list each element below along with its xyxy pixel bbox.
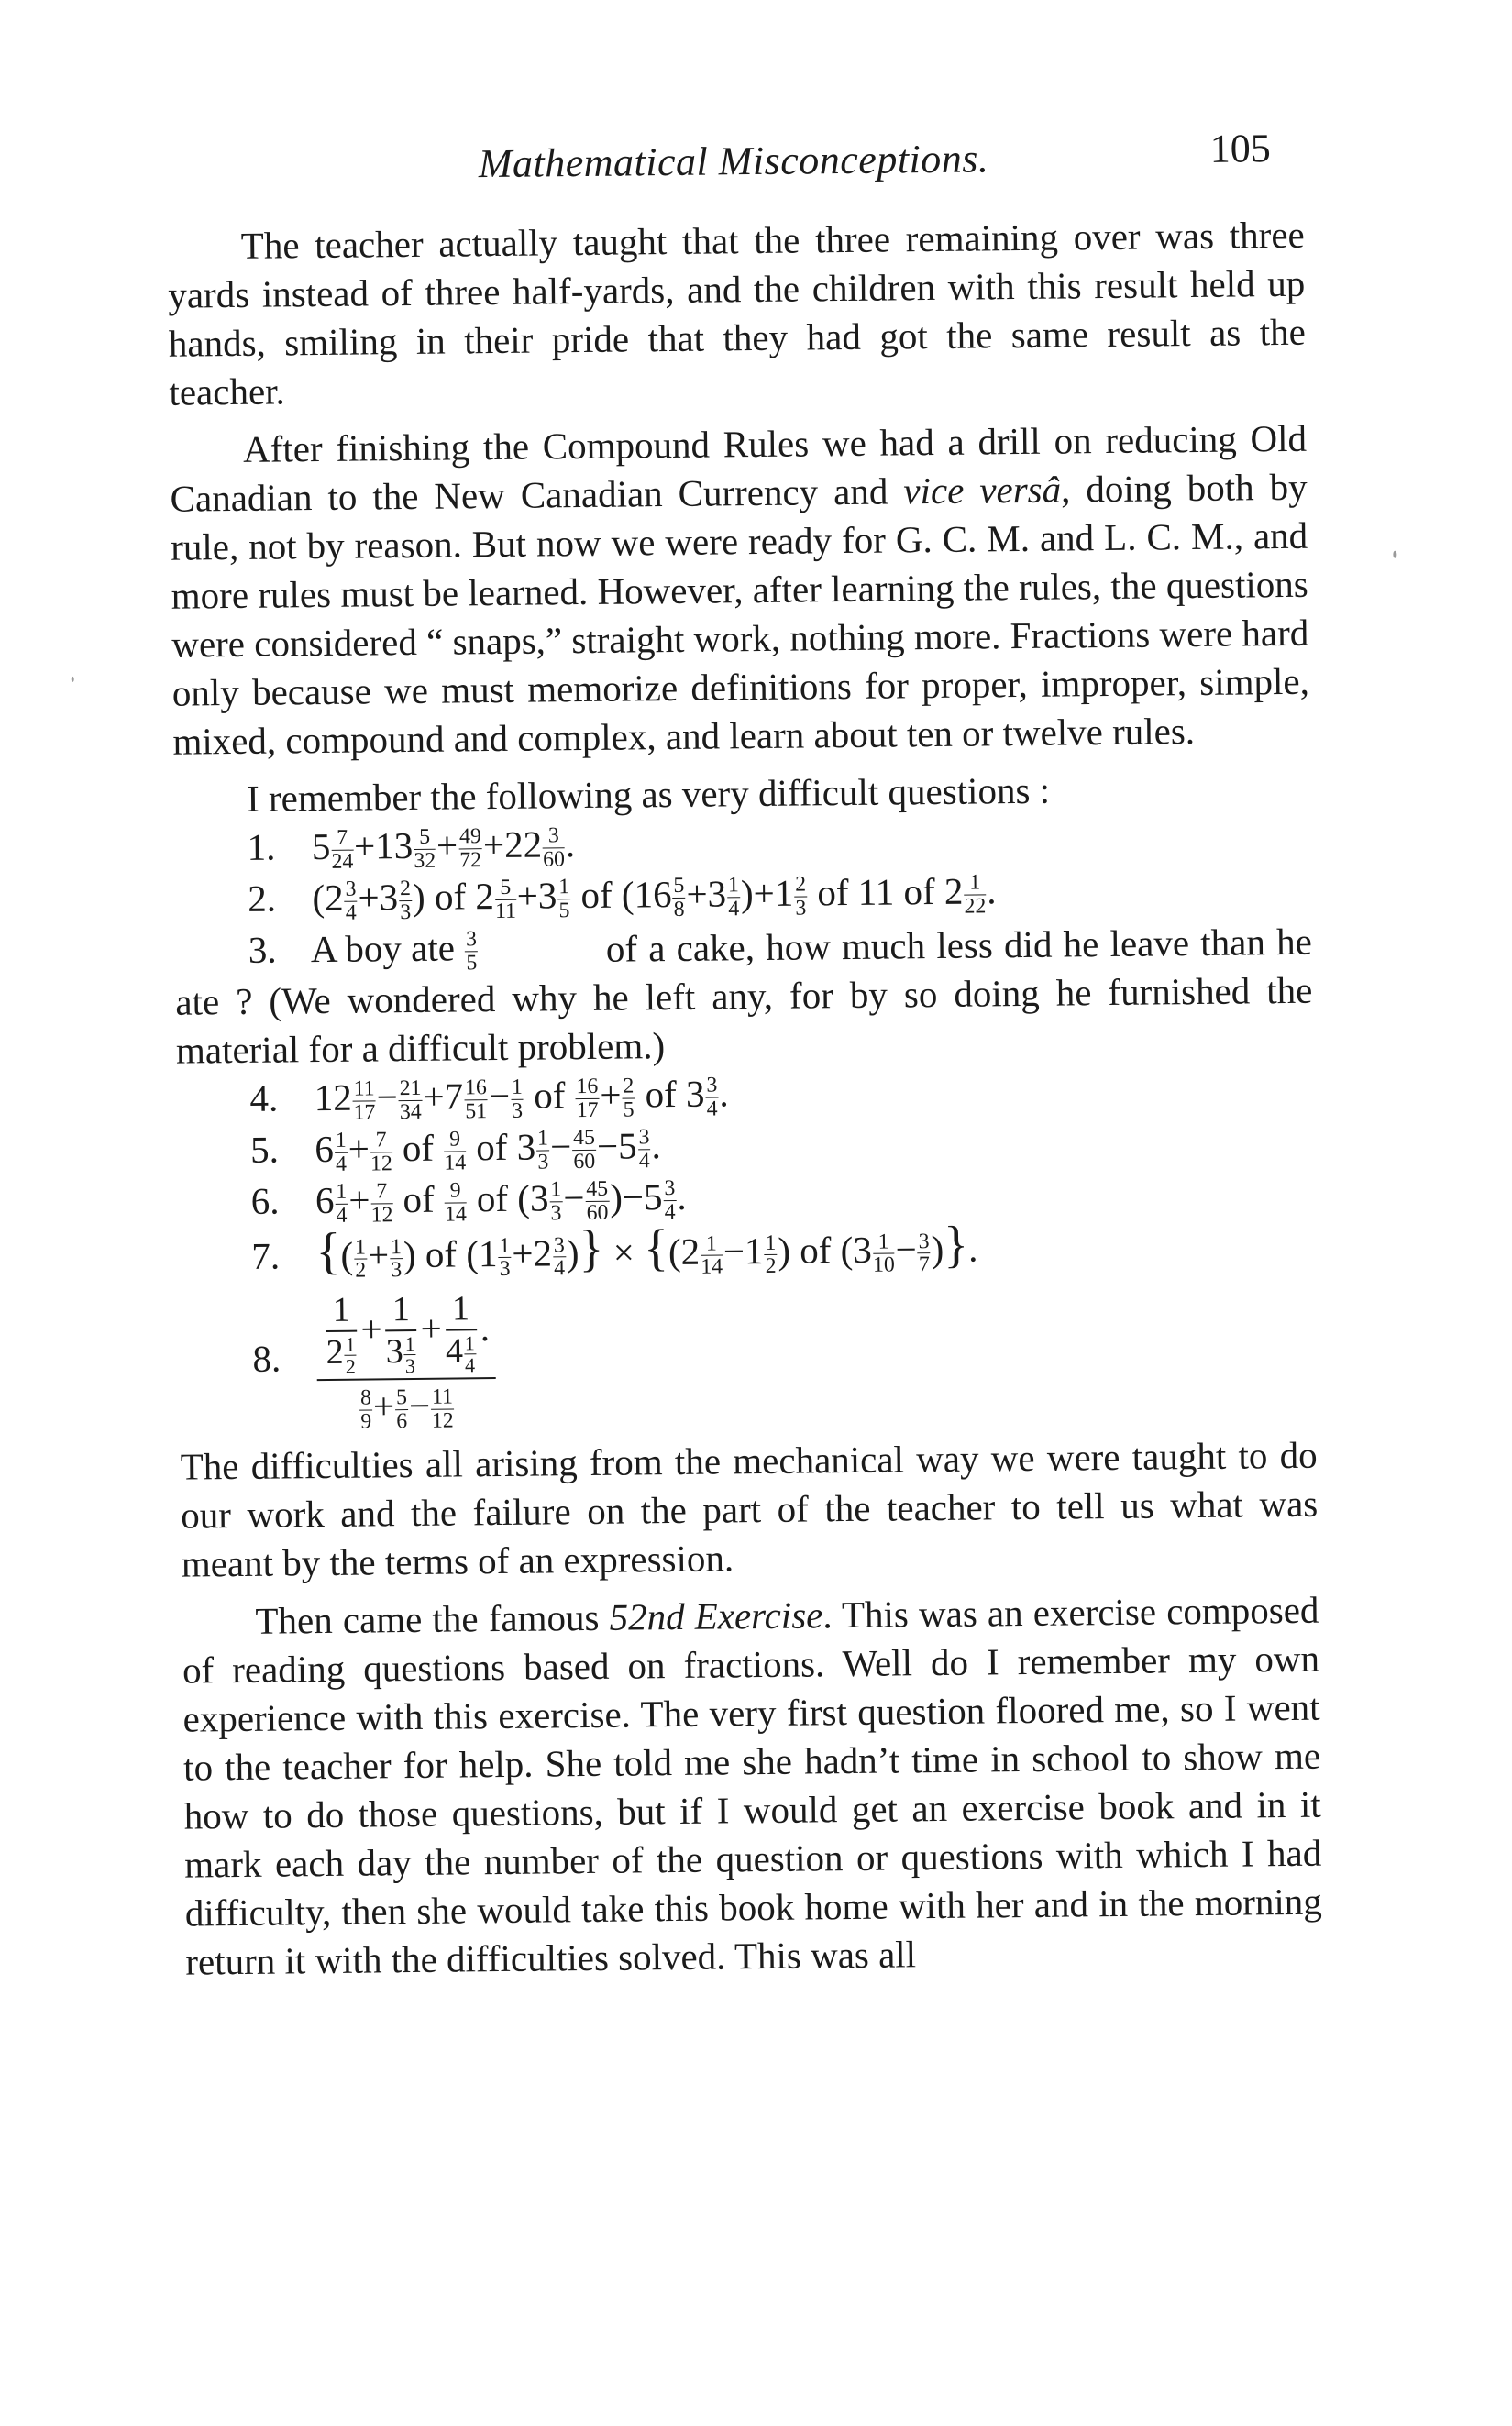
paragraph-difficulties: The difficulties all arising from the mechanical way we were taught to do our work and the failure on the part of the teacher to tell us what was meant by the terms of an expression. xyxy=(180,1434,1319,1586)
question-number: 6. xyxy=(250,1179,280,1223)
question-expression: {( $\frac{1}{2}$ + $\frac{1}{3}$ ) of (1 $\frac{1}{3}$ +2 $\frac{3}{4}$ )} × {(2 $\frac{1}{14}$ −1 $\frac{1}{2}$ ) of (3 $\frac{1}{10}$ − $\frac{3}{7}$ )}. xyxy=(315,1217,978,1284)
question-expression: 5 $\frac{7}{24}$ +13 $\frac{5}{32}$ + $\frac{49}{72}$ +22 $\frac{3}{60}$ . xyxy=(311,822,576,874)
exercise-rest: . This was an exercise composed of reading questions based on fractions. Well do I remember my own experience with this exercise. The very first question floored me, so I went to the teacher for help. She told me she hadn’t time in school to show me how to do those questions, but if I would get an exercise book and in it mark each day the number of the question or questions with which I had difficulty, then she would take this book home with her and in the morning return it with the difficulties solved. This was all xyxy=(182,1589,1322,1984)
complex-fraction xyxy=(316,1288,496,1434)
questions-intro: I remember the following as very difficult questions : xyxy=(246,768,1051,820)
question-8 xyxy=(252,1280,1318,1435)
question-expression: (2 $\frac{3}{4}$ +3 $\frac{2}{3}$ ) of 2 $\frac{5}{11}$ +3 $\frac{1}{5}$ of (16 $\frac{5}{8}$ +3 $\frac{1}{4}$ )+1 $\frac{2}{3}$ of 11 of 2 $\frac{1}{22}$ . xyxy=(312,869,997,925)
question-number: 5. xyxy=(249,1128,280,1172)
question-number: 4. xyxy=(249,1076,279,1120)
paragraph-compound-rules xyxy=(170,414,1310,766)
question-number: 2. xyxy=(247,877,277,920)
question-3-lead: A boy ate xyxy=(310,926,456,971)
question-expression: 12 $\frac{11}{17}$ − $\frac{21}{34}$ +7 $\frac{16}{51}$ − $\frac{1}{3}$ of $\frac{16}{17}$ + $\frac{2}{5}$ of 3 $\frac{3}{4}$ . xyxy=(314,1072,729,1125)
question-number: 1. xyxy=(247,825,276,868)
question-expression: 6 $\frac{1}{4}$ + $\frac{7}{12}$ of $\frac{9}{14}$ of 3 $\frac{1}{3}$ − $\frac{45}{60}$ −5 $\frac{3}{4}$ . xyxy=(315,1124,661,1177)
complex-fraction-numerator: 1 2 $\frac{1}{2}$ + 1 3 $\frac{1}{3}$ + 1 4 $\frac{1}{4}$ . xyxy=(316,1288,496,1381)
question-number: 8. xyxy=(252,1337,281,1381)
vice-versa-term: vice versâ xyxy=(903,468,1062,513)
question-3-text: of a cake, how much less did he leave than he ate ? (We wondered why he left any, for by so doing he furnished the material for a difficult problem.) xyxy=(175,920,1313,1072)
exercise-lead: Then came the famous xyxy=(255,1596,610,1643)
question-number: 3. xyxy=(248,928,277,971)
running-head-title: Mathematical Misconceptions. xyxy=(478,136,989,187)
question-7 xyxy=(251,1218,1316,1284)
paper-speck xyxy=(72,677,74,682)
paragraph-52nd-exercise xyxy=(182,1586,1322,1987)
complex-fraction-denominator: $\frac{8}{9}$ + $\frac{5}{6}$ − $\frac{11}{12}$ xyxy=(359,1384,454,1435)
paper-speck xyxy=(1393,551,1396,558)
paragraph-compound-rules-lead: After finishing the Compound Rules we had a drill on reducing Old Canadian to the New Canadian Currency and xyxy=(170,416,1308,520)
page-number: 105 xyxy=(1209,126,1271,171)
paragraph-compound-rules-rest: , doing both by rule, not by reason. But now we were ready for G. C. M. and L. C. M., and more rules must be learned. However, after learning the rules, the questions were considered “ snaps,” straight work, nothing more. Fractions were hard only because we must memorize definitions for proper, improper, simple, mixed, compound and complex, and learn about ten or twelve rules. xyxy=(170,465,1310,763)
exercise-title: 52nd Exercise xyxy=(609,1593,823,1639)
fraction-three-fifths: $\frac{3}{5}$ xyxy=(465,927,478,976)
question-number: 7. xyxy=(251,1234,281,1278)
paragraph-teacher-taught: The teacher actually taught that the three remaining over was three yards instead of three half-yards, and the children with this result held up hands, smiling in their pride that they had got the same result as the teacher. xyxy=(168,213,1307,414)
question-expression: 6 $\frac{1}{4}$ + $\frac{7}{12}$ of $\frac{9}{14}$ of (3 $\frac{1}{3}$ − $\frac{45}{60}$ )−5 $\frac{3}{4}$ . xyxy=(315,1175,687,1229)
page-body xyxy=(168,211,1323,1987)
